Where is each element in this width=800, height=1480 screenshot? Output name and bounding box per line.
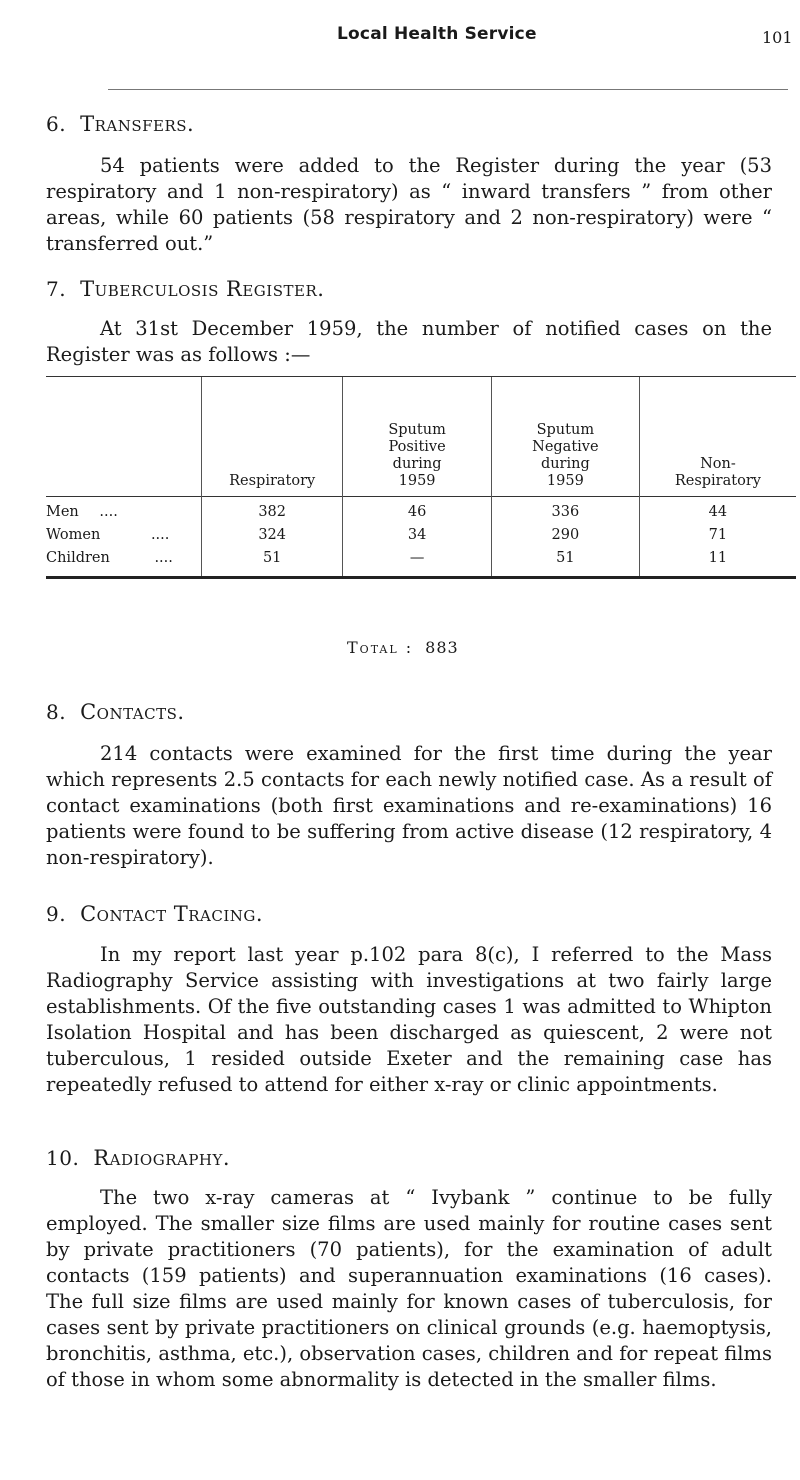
section-title: Transfers. [80,112,195,136]
register-table [46,376,796,579]
paragraph-transfers [46,153,772,257]
section-heading-tracing [46,902,263,926]
paragraph-radiography [46,1185,772,1393]
cell-sputum-positive: — [343,547,492,578]
header-sputum-negative: Sputum Negative during 1959 [491,377,639,497]
cell-respiratory: 51 [202,547,343,578]
page-header [0,14,800,54]
table-row-women [46,524,796,547]
section-title: Contact Tracing. [80,902,264,926]
cell-non-respiratory: 11 [639,547,796,578]
header-rule [108,89,788,90]
cell-respiratory: 382 [202,497,343,525]
paragraph-tracing [46,942,772,1098]
paragraph-text: 214 contacts were examined for the first time during the year which represents 2.5 contacts for each newly notified case. As a result of contact examinations (both first examinations and re-examinations) 16 patients were found to be suffering from active disease (12 respiratory, 4 non-respiratory). [46,742,772,869]
section-number: 9. [46,902,67,926]
table-row-children [46,547,796,578]
paragraph-contacts [46,741,772,871]
section-heading-transfers [46,112,194,136]
section-title: Contacts. [80,700,185,724]
section-number: 7. [46,277,67,301]
cell-sputum-negative: 336 [491,497,639,525]
header-blank [46,377,202,497]
paragraph-text: 54 patients were added to the Register during the year (53 respiratory and 1 non-respiratory) as “ inward transfers ” from other areas, while 60 patients (58 respiratory and 2 non-respiratory) were “ transferred out.” [46,154,772,255]
header-respiratory: Respiratory [202,377,343,497]
running-title: Local Health Service [337,24,537,44]
cell-sputum-negative: 51 [491,547,639,578]
cell-sputum-positive: 46 [343,497,492,525]
row-label: Children .... [46,547,202,578]
row-label: Women .... [46,527,170,543]
cell-sputum-negative: 290 [491,524,639,547]
total-label: Total : [347,638,414,657]
cell-sputum-positive: 34 [343,524,492,547]
header-non-respiratory: Non- Respiratory [639,377,796,497]
section-title: Radiography. [93,1146,231,1170]
section-heading-register [46,277,324,301]
cell-respiratory: 324 [202,524,343,547]
row-label: Men .... [46,497,202,525]
section-title: Tuberculosis Register. [80,277,325,301]
table-header-row [46,377,796,497]
section-heading-radiography [46,1146,230,1170]
section-number: 8. [46,700,67,724]
cell-non-respiratory: 71 [639,524,796,547]
page-number: 101 [762,28,793,47]
paragraph-register [46,316,772,368]
table-total [347,638,459,657]
table-row-men [46,497,796,525]
header-sputum-positive: Sputum Positive during 1959 [343,377,492,497]
cell-non-respiratory: 44 [639,497,796,525]
paragraph-text: At 31st December 1959, the number of notified cases on the Register was as follows :— [46,317,772,366]
section-number: 10. [46,1146,80,1170]
total-value: 883 [425,638,459,657]
paragraph-text: The two x-ray cameras at “ Ivybank ” continue to be fully employed. The smaller size films are used mainly for routine cases sent by private practitioners (70 patients), for the examination of adult contacts (159 patients) and superannuation examinations (16 cases). The full size films are used mainly for known cases of tuberculosis, for cases sent by private practitioners on clinical grounds (e.g. haemoptysis, bronchitis, asthma, etc.), observation cases, children and for repeat films of those in whom some abnormality is detected in the smaller films. [46,1186,772,1391]
section-heading-contacts [46,700,185,724]
section-number: 6. [46,112,67,136]
paragraph-text: In my report last year p.102 para 8(c), I referred to the Mass Radiography Service assisting with investigations at two fairly large establishments. Of the five outstanding cases 1 was admitted to Whipton Isolation Hospital and has been discharged as quiescent, 2 were not tuberculous, 1 resided outside Exeter and the remaining case has repeatedly refused to attend for either x-ray or clinic appointments. [46,943,772,1096]
